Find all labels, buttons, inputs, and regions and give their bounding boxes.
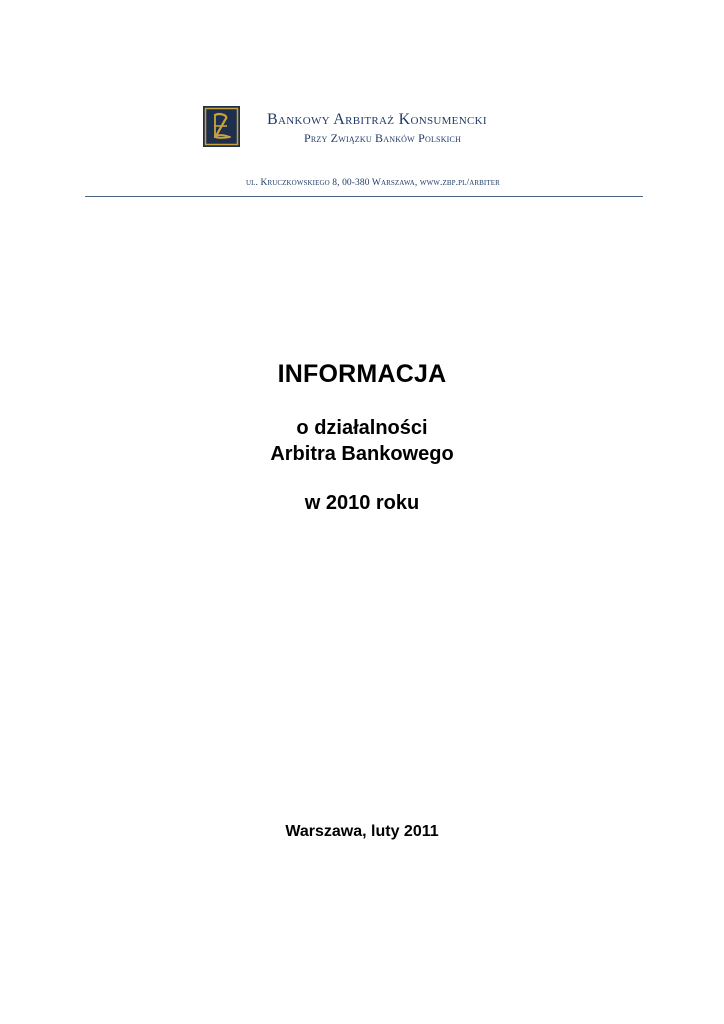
organization-address: ul. Kruczkowskiego 8, 00-380 Warszawa, www.zbp.pl/arbiter [246, 178, 500, 188]
document-title: INFORMACJA [277, 360, 447, 388]
organization-name: Bankowy Arbitraż Konsumencki [267, 111, 487, 128]
place-and-date: Warszawa, luty 2011 [285, 823, 439, 840]
organization-subtitle: Przy Związku Banków Polskich [304, 131, 462, 145]
header-divider [85, 196, 643, 197]
bank-arbiter-logo-icon [203, 106, 240, 147]
document-subtitle-line-2: Arbitra Bankowego [270, 443, 454, 465]
document-year-line: w 2010 roku [304, 492, 420, 514]
document-subtitle-line-1: o działalności [296, 417, 428, 439]
letterhead [0, 0, 724, 200]
